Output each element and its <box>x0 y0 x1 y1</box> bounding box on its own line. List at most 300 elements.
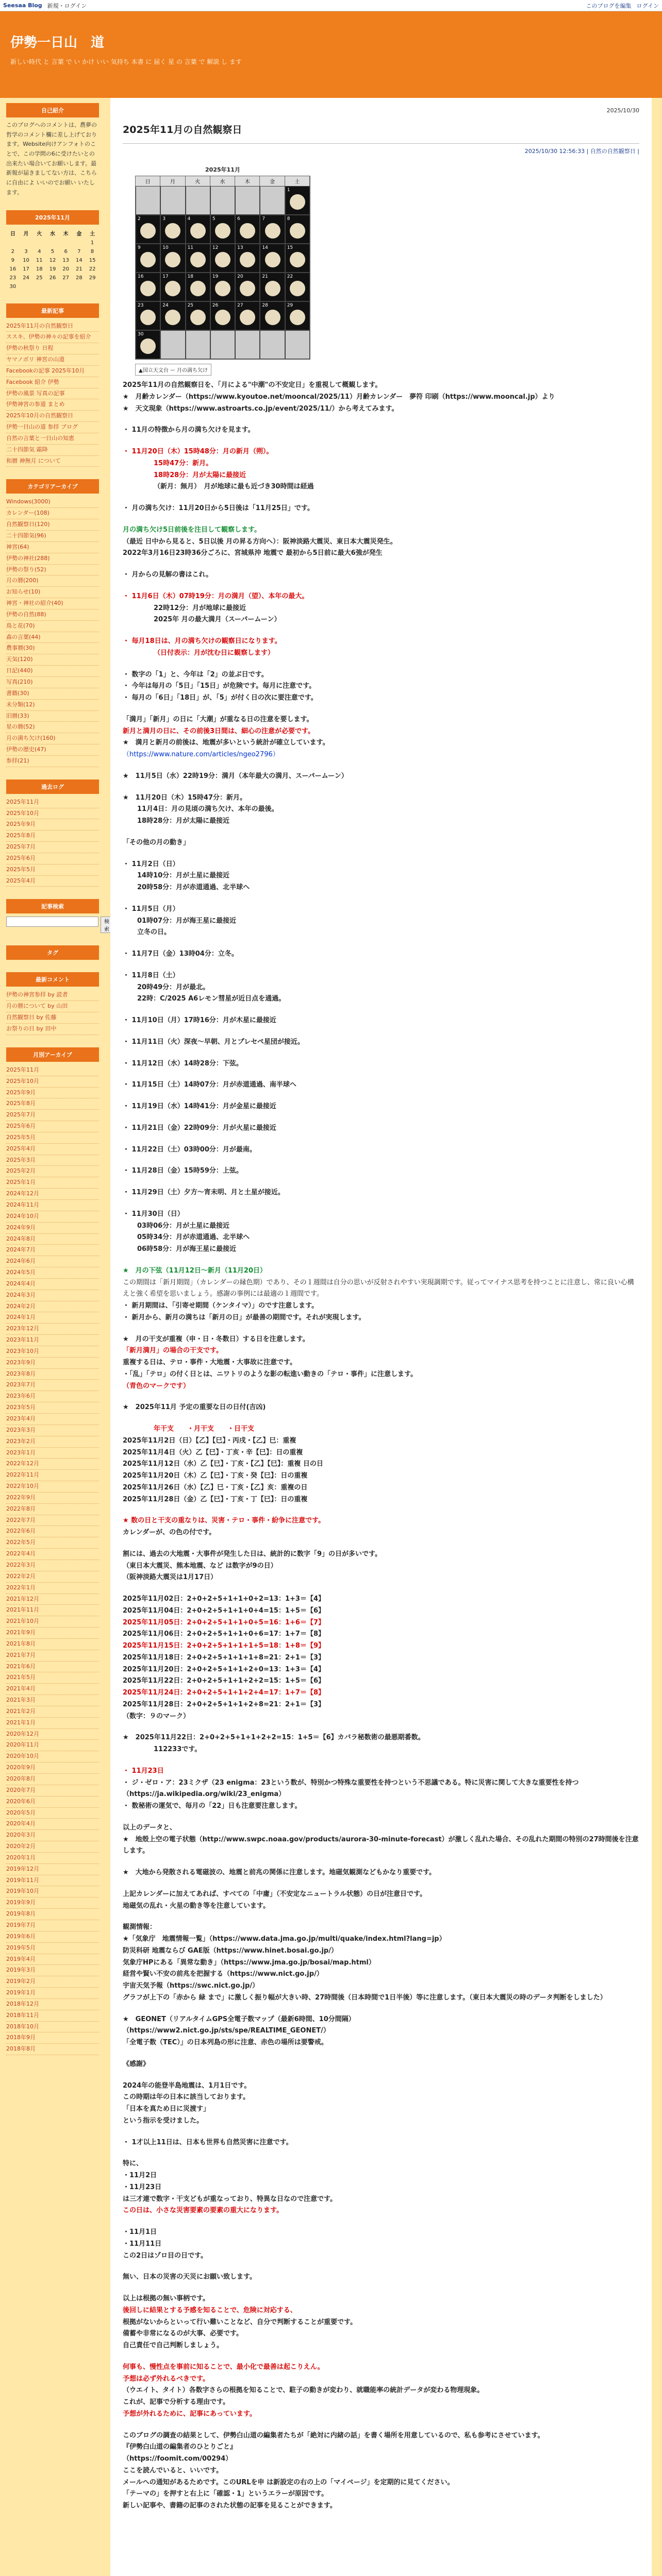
monthly-archive-link[interactable]: 2023年5月 <box>6 1402 99 1414</box>
moon-day-cell <box>160 273 185 301</box>
monthly-archive-link[interactable]: 2018年8月 <box>6 2044 99 2055</box>
post-line: ・ 11月22日（土）03時00分：月が最南。 <box>123 1145 256 1154</box>
monthly-archive-link[interactable]: 2022年5月 <box>6 1537 99 1549</box>
moon-phase-icon <box>165 281 180 296</box>
monthly-archive-link[interactable]: 2023年1月 <box>6 1448 99 1459</box>
post-title[interactable]: 2025年11月の自然観察日 <box>123 117 639 144</box>
login-link[interactable]: ログイン <box>636 2 659 9</box>
calendar-day <box>73 282 86 291</box>
monthly-archive-list <box>6 1065 99 2055</box>
monthly-archive-link[interactable]: 2025年6月 <box>6 1121 99 1132</box>
calendar-day[interactable]: 22 <box>89 266 96 272</box>
monthly-archive-link[interactable]: 2018年11月 <box>6 2010 99 2022</box>
monthly-archive-link[interactable]: 2019年3月 <box>6 1965 99 1976</box>
monthly-archive-link[interactable]: 2021年6月 <box>6 1662 99 1673</box>
post-line <box>123 626 639 636</box>
monthly-archive-link[interactable]: 2021年4月 <box>6 1684 99 1695</box>
calendar-day[interactable]: 3 <box>24 248 28 255</box>
post-line: 18時28分：月が太陽に最接近 <box>154 471 246 479</box>
post-line: 宇宙天気予報（https://swc.nict.go.jp/） <box>123 1982 259 1990</box>
post-line: 自己責任で自己判断しましょう。 <box>123 2342 224 2349</box>
recent-article-link[interactable]: ススキ、伊勢の神々の記事を紹介 <box>6 332 99 343</box>
recent-article-link[interactable]: 伊勢の風景 写真の記事 <box>6 388 99 400</box>
monthly-archive-link[interactable]: 2025年7月 <box>6 1110 99 1121</box>
calendar-day[interactable]: 9 <box>11 257 15 263</box>
monthly-archive-link[interactable]: 2024年8月 <box>6 1234 99 1245</box>
post-line <box>123 659 639 669</box>
post-line: 「テーマの」を押すと右上に「確認・1」というエラーが原因です。 <box>123 2490 328 2498</box>
calendar-table <box>6 228 99 291</box>
moon-day-number: 25 <box>187 303 194 308</box>
post-line: ★ 月の下弦（11月12日～新月（11月20日） <box>123 1266 267 1275</box>
monthly-archive-link[interactable]: 2024年11月 <box>6 1200 99 1211</box>
category-link[interactable]: 神宮(64) <box>6 542 99 553</box>
post-line: ・ 11月11日（火）深夜～早朝、月とプレセペ星団が接近。 <box>123 1038 304 1046</box>
post-line <box>123 1070 639 1079</box>
moon-day-number: 5 <box>212 216 216 222</box>
calendar-day[interactable]: 29 <box>89 275 96 281</box>
monthly-archive-link[interactable]: 2024年1月 <box>6 1312 99 1324</box>
monthly-archive-link[interactable]: 2018年9月 <box>6 2032 99 2044</box>
post-line: 11月4日：月の見頃の満ち欠け、本年の最後。 <box>137 805 278 814</box>
post-line: ・ 11月8日（土） <box>123 971 179 979</box>
past-log-link[interactable]: 2025年7月 <box>6 842 99 853</box>
monthly-archive-link[interactable]: 2023年4月 <box>6 1414 99 1425</box>
moon-calendar-note[interactable]: ▲国立天文台 ー 月の満ち欠け <box>135 364 211 376</box>
monthly-archive-link[interactable]: 2023年8月 <box>6 1369 99 1380</box>
calendar-day[interactable]: 1 <box>90 240 94 246</box>
search-box <box>6 899 109 933</box>
past-log-link[interactable]: 2025年5月 <box>6 865 99 876</box>
category-link[interactable]: Windows(3000) <box>6 497 99 508</box>
monthly-archive-link[interactable]: 2019年1月 <box>6 1988 99 1999</box>
comment-link[interactable]: 伊勢の神宮参拝 by 読者 <box>6 990 99 1001</box>
post-line: 新しい記事や、書籍の記事のされた状態の記事を見ることができます。 <box>123 2502 337 2510</box>
calendar-day[interactable]: 5 <box>51 248 55 255</box>
calendar-weekday: 月 <box>23 231 29 237</box>
calendar-day[interactable]: 15 <box>89 257 96 263</box>
monthly-archive-link[interactable]: 2020年4月 <box>6 1819 99 1830</box>
moon-day-number: 28 <box>262 303 268 308</box>
post-line: ★「気象庁 地震情報一覧」（https://www.data.jma.go.jp/multi/quake/index.html?lang=jp） <box>123 1935 446 1943</box>
post-line: 22時：C/2025 A6レモン彗星が近日点を通過。 <box>137 995 286 1003</box>
past-log-link[interactable]: 2025年10月 <box>6 808 99 820</box>
post-line: この2日はゾロ目の日です。 <box>123 2251 208 2260</box>
recent-article-link[interactable]: Facebook 紹介 伊勢 <box>6 377 99 388</box>
moon-phase-icon <box>190 281 206 296</box>
post-line <box>123 1156 639 1165</box>
calendar-day <box>32 239 46 247</box>
monthly-archive-link[interactable]: 2020年3月 <box>6 1830 99 1841</box>
post-line: ★ 月の干支が重複（申・日・冬数日）する日を注意します。 <box>123 1335 309 1343</box>
post-line: ★ 11月5日（水）22時19分：満月（本年最大の満月、スーパームーン） <box>123 772 348 780</box>
calendar-day[interactable]: 24 <box>23 275 29 281</box>
calendar-day[interactable]: 30 <box>9 283 16 290</box>
monthly-archive-link[interactable]: 2020年10月 <box>6 1751 99 1762</box>
monthly-archive-link[interactable]: 2019年5月 <box>6 1943 99 1954</box>
calendar-day[interactable]: 17 <box>23 266 29 272</box>
calendar-day[interactable]: 28 <box>76 275 82 281</box>
monthly-archive-link[interactable]: 2024年4月 <box>6 1279 99 1290</box>
calendar-day[interactable]: 7 <box>77 248 81 255</box>
calendar-day <box>86 282 99 291</box>
moon-phase-icon <box>165 223 180 239</box>
edit-blog-link[interactable]: このブログを編集 <box>586 2 632 9</box>
monthly-archive-link[interactable]: 2025年4月 <box>6 1144 99 1155</box>
category-list <box>6 497 99 767</box>
post-line: このブログの調査の結果として、伊勢白山道の編集者たちが「絶対に内緒の話」を書く場所を用意しているので、私も参考にさせています。 <box>123 2431 544 2439</box>
monthly-archive-link[interactable]: 2019年11月 <box>6 1875 99 1887</box>
post-line: ・11月1日 <box>123 2228 157 2236</box>
moon-day-cell <box>186 244 210 273</box>
monthly-archive-link[interactable]: 2021年3月 <box>6 1695 99 1706</box>
monthly-archive-link[interactable]: 2021年10月 <box>6 1616 99 1628</box>
post-line: ・ 11月29日（土）夕方～宵未明、月と土星が接近。 <box>123 1189 285 1196</box>
comment-list <box>6 990 99 1035</box>
monthly-archive-link[interactable]: 2025年3月 <box>6 1155 99 1166</box>
moon-phase-icon <box>140 223 156 239</box>
calendar-box <box>6 210 99 291</box>
category-link[interactable]: カレンダー(108) <box>6 508 99 519</box>
category-link[interactable]: 伊勢の自然(88) <box>6 609 99 621</box>
post-line <box>123 1756 639 1766</box>
category-link[interactable]: 書籍(30) <box>6 688 99 700</box>
calendar-day[interactable]: 19 <box>49 266 56 272</box>
post-line: ・ 11月21日（金）22時09分：月が火星に最接近 <box>123 1124 276 1132</box>
post-line <box>123 761 639 771</box>
calendar-day[interactable]: 2 <box>11 248 15 255</box>
post-line: ・ 11月6日（木）07時19分：月の満月（望）、本年の最大。 <box>123 592 309 600</box>
post-line: ★ 月齢カレンダー（https://www.kyoutoe.net/mooncal/2025/11）月齢カレンダー 夢符 印刷（https://www.mooncal.jp）より <box>123 393 555 401</box>
monthly-archive-link[interactable]: 2025年5月 <box>6 1132 99 1144</box>
post-line <box>123 1113 639 1123</box>
post-line: ・ 11月30日（日） <box>123 1210 184 1218</box>
calendar-day[interactable]: 27 <box>62 275 70 281</box>
category-link[interactable]: 伊勢の歴史(47) <box>6 744 99 756</box>
post-line <box>123 1722 639 1732</box>
monthly-archive-link[interactable]: 2024年12月 <box>6 1189 99 1200</box>
category-link[interactable]: | 自然の自然観察日 | <box>586 148 639 155</box>
monthly-archive-link[interactable]: 2023年2月 <box>6 1436 99 1448</box>
post-line: という指示を受けました。 <box>123 2116 204 2125</box>
comment-box <box>6 972 99 1035</box>
category-link[interactable]: 旧暦(33) <box>6 711 99 722</box>
calendar-day[interactable]: 14 <box>76 257 82 263</box>
calendar-day <box>20 282 33 291</box>
seesaa-logo[interactable]: Seesaa Blog <box>3 2 42 9</box>
post-line <box>123 2049 639 2059</box>
recent-article-link[interactable]: 2025年10月の自然観察日 <box>6 411 99 422</box>
calendar-day[interactable]: 21 <box>76 266 82 272</box>
post-line: 2025年11月4日（火）乙【巳】・丁亥・辛【巳】：日の重複 <box>123 1448 303 1456</box>
monthly-archive-link[interactable]: 2020年11月 <box>6 1740 99 1751</box>
monthly-archive-link[interactable]: 2021年7月 <box>6 1650 99 1662</box>
recent-article-link[interactable]: 二十四節気 霜降 <box>6 445 99 456</box>
monthly-archive-link[interactable]: 2018年12月 <box>6 1999 99 2010</box>
past-log-link[interactable]: 2025年8月 <box>6 831 99 842</box>
monthly-archive-link[interactable]: 2020年6月 <box>6 1797 99 1808</box>
category-link[interactable]: 未分類(12) <box>6 700 99 711</box>
post-line <box>123 939 639 948</box>
monthly-archive-link[interactable]: 2019年8月 <box>6 1909 99 1920</box>
category-link[interactable]: 神宮・神社の紹介(40) <box>6 598 99 609</box>
post-line <box>123 1912 639 1922</box>
comment-link[interactable]: お祭りの日 by 田中 <box>6 1024 99 1035</box>
post-line: 20時49分：月が最北。 <box>137 983 210 991</box>
recent-article-link[interactable]: 自然の言葉と一日山の知恵 <box>6 433 99 445</box>
category-link[interactable]: お知らせ(10) <box>6 587 99 598</box>
post-line: ・ 数秘術の運気で、毎月の「22」日も注意要注意します。 <box>123 1802 302 1810</box>
moon-day-cell <box>210 215 235 244</box>
monthly-archive-link[interactable]: 2021年9月 <box>6 1628 99 1639</box>
calendar-day[interactable]: 18 <box>36 266 43 272</box>
post-line: 重複する日は、テロ・事件・大地震・大事故に注意です。 <box>123 1359 296 1366</box>
recent-article-link[interactable]: ヤマノボリ 神宮の山道 <box>6 354 99 366</box>
post-line: は三才連で数字・干支どもが重なっており、特異な日なので注意です。 <box>123 2195 337 2203</box>
moon-day-number: 20 <box>237 274 243 279</box>
post-line: 112233です。 <box>154 1745 202 1753</box>
monthly-archive-link[interactable]: 2024年3月 <box>6 1290 99 1301</box>
comment-link[interactable]: 自然観察日 by 佐藤 <box>6 1012 99 1024</box>
calendar-weekday: 日 <box>10 231 15 237</box>
calendar-day[interactable]: 25 <box>36 275 43 281</box>
monthly-archive-link[interactable]: 2025年2月 <box>6 1166 99 1177</box>
post-line <box>123 581 639 591</box>
recent-article-link[interactable]: 伊勢一日山の道 参拝 ブログ <box>6 422 99 433</box>
moon-weekday: 日 <box>136 176 160 186</box>
post-line <box>123 1879 639 1889</box>
recent-article-link[interactable]: 和暦 神無月 について <box>6 456 99 467</box>
post-line: 2025年11月28日（金）乙【巳】・丁亥・丁【巳】：日の重複 <box>123 1495 308 1503</box>
monthly-archive-link[interactable]: 2024年2月 <box>6 1301 99 1313</box>
calendar-day <box>6 239 20 247</box>
monthly-archive-link[interactable]: 2022年9月 <box>6 1493 99 1504</box>
category-box <box>6 479 99 767</box>
monthly-archive-link[interactable]: 2021年5月 <box>6 1672 99 1684</box>
monthly-archive-link[interactable]: 2022年2月 <box>6 1571 99 1583</box>
moon-day-cell <box>160 244 185 273</box>
recent-article-link[interactable]: 伊勢神宮の参道 まとめ <box>6 399 99 411</box>
category-link[interactable]: 月の暦(200) <box>6 575 99 587</box>
post-line: カレンダーが、の色の付です。 <box>123 1529 216 1536</box>
monthly-archive-link[interactable]: 2019年6月 <box>6 1931 99 1943</box>
post-line: 新月と満月の日に、その前後3日間は、細心の注意が必要です。 <box>123 727 315 735</box>
monthly-archive-link[interactable]: 2021年11月 <box>6 1605 99 1616</box>
post-line: この時期は年の日本に該当しております。 <box>123 2093 250 2102</box>
post-line <box>123 2004 639 2014</box>
monthly-archive-link[interactable]: 2023年6月 <box>6 1391 99 1402</box>
post-line: ・ 今年は毎月の「5日」「15日」が危険です。毎月に注意です。 <box>123 682 316 690</box>
monthly-archive-link[interactable]: 2019年4月 <box>6 1954 99 1965</box>
recent-list <box>6 321 99 467</box>
post-line: ・ 毎月18日は、月の満ち欠けの観察日になります。 <box>123 637 282 645</box>
category-link[interactable]: 天気(120) <box>6 654 99 666</box>
calendar-day[interactable]: 10 <box>23 257 29 263</box>
monthly-archive-link[interactable]: 2018年10月 <box>6 2022 99 2033</box>
moon-day-cell <box>186 301 210 330</box>
moon-day-cell <box>260 244 285 273</box>
monthly-archive-link[interactable]: 2020年5月 <box>6 1808 99 1819</box>
monthly-archive-link[interactable]: 2022年4月 <box>6 1549 99 1560</box>
monthly-archive-link[interactable]: 2022年12月 <box>6 1459 99 1470</box>
monthly-archive-link[interactable]: 2022年3月 <box>6 1560 99 1571</box>
monthly-archive-link[interactable]: 2025年11月 <box>6 1065 99 1076</box>
monthly-archive-link[interactable]: 2023年10月 <box>6 1346 99 1358</box>
recent-article-link[interactable]: Facebookの記事 2025年10月 <box>6 366 99 377</box>
past-log-link[interactable]: 2025年9月 <box>6 819 99 831</box>
monthly-archive-link[interactable]: 2020年9月 <box>6 1762 99 1774</box>
post-line: 2025年11月26日（水）【乙】巳・丁亥・【乙】亥：重複の日 <box>123 1483 308 1492</box>
monthly-archive-link[interactable]: 2025年1月 <box>6 1177 99 1189</box>
search-button[interactable]: 検索 <box>101 917 113 933</box>
category-link[interactable]: 月の満ち欠け(160) <box>6 733 99 744</box>
calendar-day[interactable]: 20 <box>62 266 70 272</box>
category-link[interactable]: 鳥と花(70) <box>6 621 99 632</box>
monthly-archive-link[interactable]: 2021年2月 <box>6 1706 99 1718</box>
monthly-archive-link[interactable]: 2023年12月 <box>6 1324 99 1335</box>
moon-phase-icon <box>240 310 255 325</box>
post-line <box>123 415 639 425</box>
moon-day-cell <box>160 215 185 244</box>
monthly-archive-link[interactable]: 2022年11月 <box>6 1470 99 1481</box>
monthly-archive-link[interactable]: 2021年12月 <box>6 1594 99 1605</box>
post-line <box>123 849 639 859</box>
monthly-archive-link[interactable]: 2023年7月 <box>6 1380 99 1391</box>
moon-phase-icon <box>215 252 230 267</box>
calendar-day[interactable]: 6 <box>64 248 68 255</box>
post-line <box>123 2352 639 2362</box>
comment-link[interactable]: 月の暦について by 山田 <box>6 1001 99 1012</box>
post-body <box>123 380 639 2512</box>
category-link[interactable]: 自然観察日(120) <box>6 519 99 531</box>
post-line: ・ 11月7日（金）13時04分：立冬。 <box>123 950 238 958</box>
monthly-archive-link[interactable]: 2019年7月 <box>6 1920 99 1931</box>
monthly-archive-link[interactable]: 2025年10月 <box>6 1076 99 1088</box>
recent-box <box>6 303 99 467</box>
moon-weekday: 水 <box>210 176 235 186</box>
monthly-archive-link[interactable]: 2021年8月 <box>6 1639 99 1650</box>
monthly-archive-link[interactable]: 2025年9月 <box>6 1088 99 1099</box>
post-line: 《感謝》 <box>123 2060 150 2068</box>
search-input[interactable] <box>6 917 98 927</box>
past-log-link[interactable]: 2025年6月 <box>6 853 99 865</box>
recent-article-link[interactable]: 2025年11月の自然観察日 <box>6 321 99 332</box>
monthly-archive-link[interactable]: 2022年1月 <box>6 1583 99 1594</box>
category-link[interactable]: 森の言葉(44) <box>6 632 99 643</box>
calendar-day[interactable]: 8 <box>90 248 94 255</box>
post-line: ★ 2025年11月22日：2+0+2+5+1+1+2+2=15：1+5＝【6】カバラ秘数術の最悪期番数。 <box>123 1734 425 1742</box>
monthly-archive-link[interactable]: 2022年7月 <box>6 1515 99 1527</box>
tag-box <box>6 945 99 960</box>
category-link[interactable]: 伊勢の祭り(52) <box>6 565 99 576</box>
post-line: （https://foomit.com/00294） <box>123 2455 233 2463</box>
monthly-archive-link[interactable]: 2024年5月 <box>6 1267 99 1279</box>
post-line: 観測情報： <box>123 1923 157 1931</box>
post-line: 備蓄や非常になるのが大事、必要です。 <box>123 2330 243 2338</box>
monthly-archive-link[interactable]: 2019年10月 <box>6 1886 99 1897</box>
monthly-archive-link[interactable]: 2020年2月 <box>6 1841 99 1853</box>
moon-day-cell <box>235 215 260 244</box>
category-link[interactable]: 二十四節気(96) <box>6 531 99 542</box>
monthly-archive-link[interactable]: 2019年9月 <box>6 1897 99 1909</box>
post-line: ★ 大地から発散される電磁波の、地震と前兆の関係に注意します。地磁気観測などもかなり重要です。 <box>123 1869 436 1876</box>
moon-day-cell <box>136 244 160 273</box>
post-line <box>123 1414 639 1423</box>
monthly-archive-link[interactable]: 2023年3月 <box>6 1425 99 1436</box>
monthly-archive-link[interactable]: 2025年8月 <box>6 1098 99 1110</box>
moon-day-number: 4 <box>187 216 191 222</box>
moon-day-number: 26 <box>212 303 219 308</box>
blog-title[interactable]: 伊勢一日山 道 <box>10 35 105 50</box>
monthly-archive-link[interactable]: 2020年7月 <box>6 1785 99 1797</box>
monthly-archive-link[interactable]: 2022年6月 <box>6 1526 99 1537</box>
category-link[interactable]: 日記(440) <box>6 666 99 677</box>
category-link[interactable]: 星の暦(52) <box>6 722 99 733</box>
moon-day-cell <box>235 273 260 301</box>
monthly-archive-link[interactable]: 2021年1月 <box>6 1718 99 1729</box>
past-log-link[interactable]: 2025年11月 <box>6 797 99 808</box>
recent-article-link[interactable]: 伊勢の秋祭り 日程 <box>6 343 99 354</box>
post-line <box>123 783 639 792</box>
calendar-day <box>46 239 59 247</box>
moon-day-cell <box>260 186 285 215</box>
monthly-archive-link[interactable]: 2019年12月 <box>6 1864 99 1875</box>
post-line: 01時07分：月が海王星に最接近 <box>137 917 237 925</box>
monthly-archive-link[interactable]: 2024年7月 <box>6 1245 99 1256</box>
post-line: ★ 11月20日（木）15時47分：新月。 <box>123 793 247 802</box>
calendar-day[interactable]: 13 <box>62 257 70 263</box>
moon-day-number: 1 <box>287 188 290 193</box>
monthly-archive-link[interactable]: 2020年12月 <box>6 1729 99 1740</box>
calendar-day[interactable]: 4 <box>38 248 41 255</box>
monthly-archive-title: 月別アーカイブ <box>6 1047 99 1062</box>
post-line: ・ 11月2日（日） <box>123 860 179 868</box>
calendar-day[interactable]: 12 <box>49 257 56 263</box>
calendar-day[interactable]: 11 <box>36 257 43 263</box>
monthly-archive-link[interactable]: 2022年10月 <box>6 1481 99 1493</box>
monthly-archive-link[interactable]: 2024年6月 <box>6 1256 99 1267</box>
calendar-day <box>59 239 73 247</box>
post-line <box>123 1048 639 1058</box>
past-log-link[interactable]: 2025年4月 <box>6 876 99 887</box>
recent-title: 最新記事 <box>6 303 99 318</box>
calendar-day <box>46 282 59 291</box>
monthly-archive-link[interactable]: 2023年11月 <box>6 1335 99 1346</box>
moon-phase-icon <box>265 310 280 325</box>
post-line: 2025年11月2日（日）【乙】【巳】・丙戌・【乙】巳：重複 <box>123 1436 296 1445</box>
category-link[interactable]: 伊勢の神社(288) <box>6 553 99 565</box>
monthly-archive-link[interactable]: 2023年9月 <box>6 1358 99 1369</box>
category-link[interactable]: 写真(210) <box>6 677 99 688</box>
monthly-archive-link[interactable]: 2024年9月 <box>6 1223 99 1234</box>
category-link[interactable]: 参拝(21) <box>6 756 99 767</box>
monthly-archive-link[interactable]: 2022年8月 <box>6 1504 99 1515</box>
calendar-day[interactable]: 23 <box>9 275 16 281</box>
post-line: 2025年11月22日：2+0+2+5+1+1+2+2=15：1+5＝【6】 <box>123 1677 325 1685</box>
moon-phase-icon <box>265 281 280 296</box>
monthly-archive-link[interactable]: 2019年2月 <box>6 1976 99 1988</box>
calendar-day[interactable]: 16 <box>9 266 16 272</box>
category-link[interactable]: 農事暦(30) <box>6 643 99 654</box>
monthly-archive-link[interactable]: 2024年10月 <box>6 1211 99 1223</box>
post-line: ・11月2日 <box>123 2172 157 2179</box>
moon-day-number: 9 <box>138 245 141 250</box>
post-line: 2025年11月15日：2+0+2+5+1+1+1+5=18：1+8＝【9】 <box>123 1642 325 1650</box>
monthly-archive-link[interactable]: 2020年8月 <box>6 1774 99 1785</box>
calendar-day[interactable]: 26 <box>49 275 56 281</box>
top-tagline[interactable]: 新規・ログイン <box>47 2 87 9</box>
monthly-archive-link[interactable]: 2020年1月 <box>6 1853 99 1864</box>
